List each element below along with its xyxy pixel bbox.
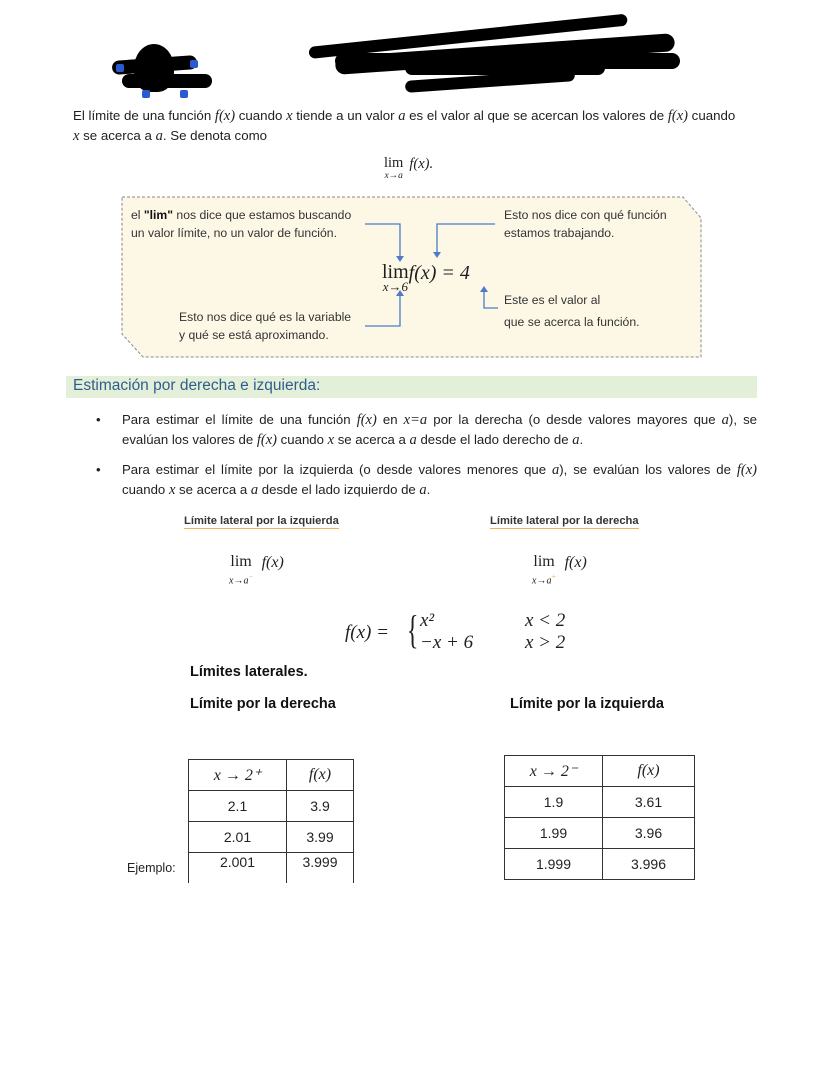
function-note [504, 206, 667, 242]
bullet-text: por la derecha (o desde valores mayores que [427, 412, 722, 427]
bullet-text: cuando [277, 432, 328, 447]
piecewise-definition [345, 607, 595, 658]
formula-body: f(x). [409, 156, 434, 172]
lim-note-text: el [131, 208, 144, 222]
bullet-text: se acerca a [334, 432, 410, 447]
function-note-text: estamos trabajando. [504, 226, 615, 240]
lim-note-text: nos dice que estamos buscando [173, 208, 352, 222]
intro-text: es el valor al que se acercan los valores de [405, 108, 668, 123]
lim-note-text: un valor límite, no un valor de función. [131, 226, 337, 240]
math-fx: f(x) [667, 108, 688, 124]
bullet-text: ), se evalúan los valores de [122, 412, 757, 447]
bullet-icon: • [96, 462, 101, 477]
intro-text: tiende a un valor [292, 108, 399, 123]
table-header: x → 2⁺ [189, 760, 287, 791]
minus-sign: − [248, 572, 254, 581]
math: x [327, 432, 335, 448]
table-cell: 1.99 [505, 818, 603, 849]
math: a [721, 412, 729, 428]
table-cell: 3.996 [603, 849, 695, 880]
lim-note [131, 206, 351, 242]
bullet-text: en [376, 412, 404, 427]
bullet-text: . [579, 432, 584, 447]
table-header: f(x) [603, 756, 695, 787]
math-a: a [398, 108, 406, 124]
value-note-text: Este es el valor al [504, 293, 601, 307]
bullet-text: Para estimar el límite de una función [122, 412, 357, 427]
plus-sign: + [551, 572, 557, 581]
example-title: Límites laterales. [190, 664, 308, 680]
limit-operator [384, 156, 403, 181]
redacted-logo [112, 40, 212, 98]
table-header-row [505, 756, 695, 787]
bullet-item [96, 460, 757, 500]
callout-formula [382, 262, 470, 293]
variable-note-text: y qué se está aproximando. [179, 328, 329, 342]
intro-text: se acerca a [79, 128, 156, 143]
math: f(x) [356, 412, 377, 428]
limit-operator [229, 554, 253, 586]
formula-body: f(x) [261, 554, 284, 571]
redacted-title [305, 25, 685, 85]
math: x=a [403, 412, 428, 428]
lim-note-bold: "lim" [143, 208, 174, 222]
section-heading-text: Estimación por derecha e izquierda: [73, 377, 321, 394]
lim-text: lim [230, 553, 252, 570]
variable-note-text: Esto nos dice qué es la variable [179, 310, 352, 324]
bullet-text: desde el lado izquierdo de [258, 482, 420, 497]
math-x: x [286, 108, 293, 124]
example-label: Ejemplo: [127, 861, 176, 875]
math: a [250, 482, 259, 498]
bullet-icon: • [96, 412, 101, 427]
lim-text: lim [533, 553, 555, 570]
lim-subscript: x→6 [382, 279, 408, 294]
value-note-text: que se acerca la función. [504, 315, 640, 329]
intro-text: cuando [235, 108, 287, 123]
case2-condition: x > 2 [525, 632, 566, 653]
case2-expression: −x + 6 [420, 632, 474, 653]
lim-text: lim [384, 155, 404, 171]
table-row [189, 791, 354, 822]
value-note [504, 289, 640, 333]
bullet-text: cuando [122, 482, 169, 497]
section-heading [66, 376, 757, 398]
variable-note [179, 308, 351, 344]
table-cell: 3.9 [287, 791, 354, 822]
bullet-text: ), se evalúan los valores de [559, 462, 737, 477]
table-row [505, 849, 695, 880]
function-note-text: Esto nos dice con qué función [504, 208, 667, 222]
table-row [189, 822, 354, 853]
left-limit-title: Límite por la izquierda [510, 696, 664, 712]
intro-text: El límite de una función [73, 108, 215, 123]
math-fx: f(x) [214, 108, 236, 124]
case1-expression: x² [420, 610, 435, 631]
left-lateral-formula [229, 554, 284, 586]
table-cell: 3.999 [287, 853, 354, 884]
math: a [419, 482, 427, 498]
limit-notation-callout [121, 196, 702, 358]
math-a: a [155, 128, 163, 144]
left-limit-table [504, 755, 695, 880]
table-cell: 2.001 [189, 853, 287, 884]
right-limit-table [188, 759, 354, 883]
math-x: x [73, 128, 80, 144]
formula-body: f(x) [564, 554, 587, 571]
table-header: x → 2⁻ [505, 756, 603, 787]
bullet-text: . [426, 482, 431, 497]
intro-paragraph [73, 106, 757, 146]
math: a [552, 462, 560, 478]
limit-operator [382, 262, 409, 293]
bullet-text: se acerca a [175, 482, 251, 497]
right-lateral-formula [532, 554, 587, 586]
table-cell: 3.96 [603, 818, 695, 849]
case1-condition: x < 2 [525, 610, 566, 631]
lim-text: lim [382, 261, 409, 283]
math: x [168, 482, 176, 498]
table-cell: 2.01 [189, 822, 287, 853]
intro-formula [384, 156, 433, 181]
math: f(x) [256, 432, 278, 448]
math: a [572, 432, 580, 448]
math: f(x) [736, 462, 757, 478]
table-row [505, 818, 695, 849]
limit-operator [532, 554, 556, 586]
bullet-text: Para estimar el límite por la izquierda (o desde valores menores que [122, 462, 552, 477]
table-cell: 3.99 [287, 822, 354, 853]
right-lateral-heading: Límite lateral por la derecha [490, 515, 639, 527]
math: a [409, 432, 417, 448]
table-header-row [189, 760, 354, 791]
bullet-text: desde el lado derecho de [416, 432, 573, 447]
intro-text: cuando [687, 108, 736, 123]
table-cell: 1.999 [505, 849, 603, 880]
left-lateral-heading: Límite lateral por la izquierda [184, 515, 339, 527]
table-cell: 3.61 [603, 787, 695, 818]
left-brace-icon: { [406, 607, 419, 652]
bullet-item [96, 410, 757, 450]
right-limit-title: Límite por la derecha [190, 696, 336, 712]
table-header: f(x) [287, 760, 354, 791]
formula-body: f(x) = 4 [408, 262, 470, 284]
bullet-list [96, 410, 757, 510]
table-row [189, 853, 354, 884]
table-cell: 1.9 [505, 787, 603, 818]
table-row [505, 787, 695, 818]
definition-lhs: f(x) = [345, 622, 389, 643]
lim-subscript: x→a [229, 575, 249, 587]
intro-text: . Se denota como [162, 128, 268, 143]
table-cell: 2.1 [189, 791, 287, 822]
lim-subscript: x→a [532, 575, 552, 587]
lim-subscript: x→a [384, 170, 403, 181]
